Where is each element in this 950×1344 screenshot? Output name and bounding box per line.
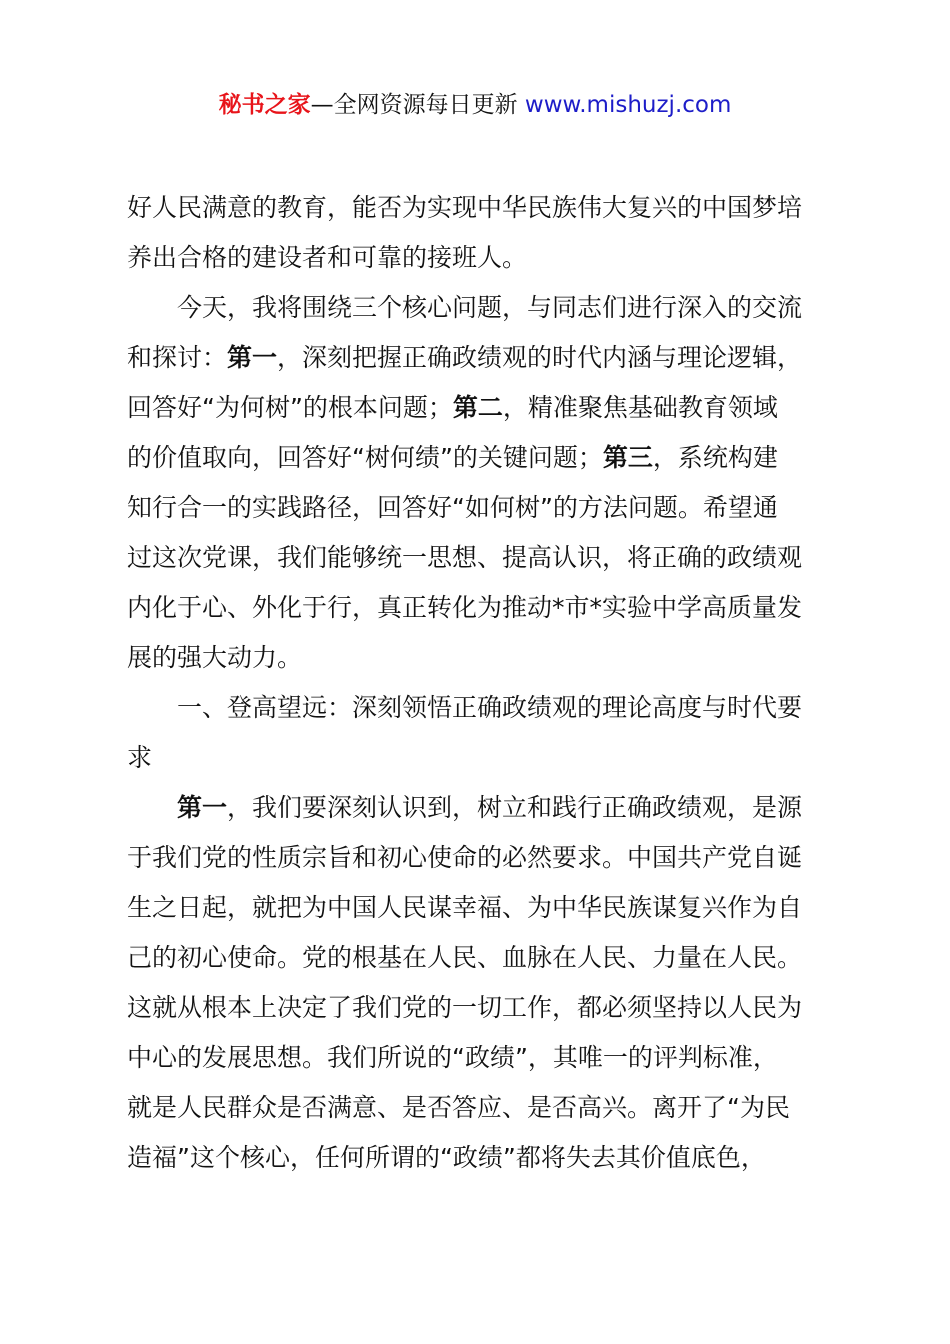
header-tagline: —全网资源每日更新 [310,92,518,118]
text-line: 就是人民群众是否满意、是否答应、是否高兴。离开了“为民 [127,1093,790,1122]
text-line: 于我们党的性质宗旨和初心使命的必然要求。中国共产党自诞 [127,843,803,872]
heading-line: 一、登高望远：深刻领悟正确政绩观的理论高度与时代要 [177,693,803,722]
text-line: 这就从根本上决定了我们党的一切工作，都必须坚持以人民为 [127,993,803,1022]
text-line: 展的强大动力。 [127,643,303,672]
text-line [127,333,833,383]
text-span: ，我们要深刻认识到，树立和践行正确政绩观，是源 [227,793,803,822]
text-line: 内化于心、外化于行，真正转化为推动*市*实验中学高质量发 [127,593,803,622]
page-header [0,88,950,122]
text-span: ，深刻把握正确政绩观的时代内涵与理论逻辑， [277,343,803,372]
text-line: 今天，我将围绕三个核心问题，与同志们进行深入的交流 [177,293,803,322]
text-line: 造福”这个核心，任何所谓的“政绩”都将失去其价值底色， [127,1143,766,1172]
text-span: 的价值取向，回答好“树何绩”的关键问题； [127,443,603,472]
bold-keyword: 第二 [452,393,503,422]
text-span: 和探讨： [127,343,228,372]
text-span: 回答好“为何树”的根本问题； [127,393,453,422]
document-body [127,183,833,1183]
text-line: 己的初心使命。党的根基在人民、血脉在人民、力量在人民。 [127,943,803,972]
text-line: 养出合格的建设者和可靠的接班人。 [127,243,528,272]
text-line: 生之日起，就把为中国人民谋幸福、为中华民族谋复兴作为自 [127,893,803,922]
text-line: 中心的发展思想。我们所说的“政绩”，其唯一的评判标准， [127,1043,778,1072]
heading-line: 求 [127,743,153,772]
text-line [127,783,833,833]
bold-keyword: 第一 [227,343,278,372]
paragraph-2 [127,283,833,683]
text-line: 知行合一的实践路径，回答好“如何树”的方法问题。希望通 [127,493,778,522]
bold-keyword: 第三 [602,443,653,472]
brand-name: 秘书之家 [218,92,311,118]
section-heading-1 [127,683,833,783]
text-line: 过这次党课，我们能够统一思想、提高认识，将正确的政绩观 [127,543,803,572]
text-span: ，系统构建 [652,443,778,472]
text-line: 好人民满意的教育，能否为实现中华民族伟大复兴的中国梦培 [127,193,803,222]
paragraph-1 [127,183,833,283]
site-url-link[interactable]: www.mishuzj.com [524,92,732,118]
text-line [127,433,833,483]
text-line [127,383,833,433]
paragraph-3 [127,783,833,1183]
text-span: ，精准聚焦基础教育领域 [502,393,778,422]
bold-keyword: 第一 [177,793,228,822]
